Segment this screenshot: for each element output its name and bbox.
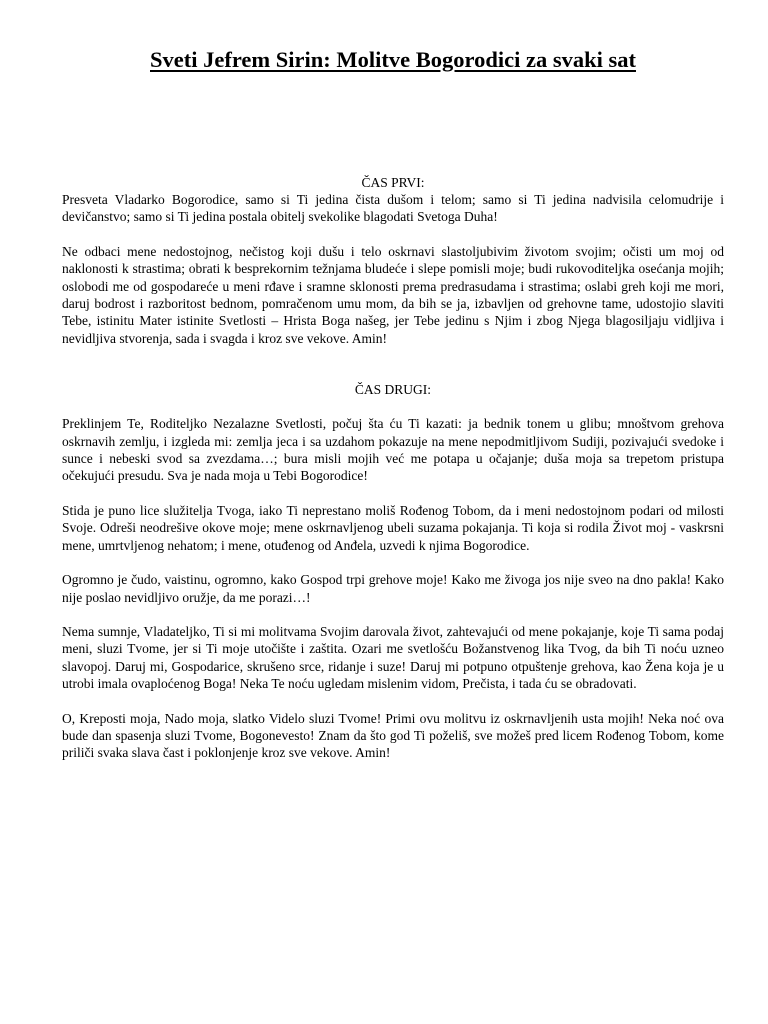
paragraph: Presveta Vladarko Bogorodice, samo si Ti jedina čista dušom i telom; samo si Ti jedina nadvisila celomudrije i devičanstvo; samo si Ti jedina postala obitelj svekolike blagodati Svetoga Duha! bbox=[62, 192, 724, 225]
paragraph-gap bbox=[62, 693, 724, 710]
document-page bbox=[62, 0, 724, 762]
paragraph: O, Kreposti moja, Nado moja, slatko Videlo sluzi Tvome! Primi ovu molitvu iz oskrnavljenih usta mojih! Neka noć ova bude dan spasenja sluzi Tvome, Bogonevesto! Znam da što god Ti poželiš, sve možeš pred licem Rođenog Tobom, kome priliči svaka slava čast i poklonjenje kroz sve vekove. Amin! bbox=[62, 710, 724, 761]
paragraph-gap bbox=[62, 554, 724, 571]
paragraph: Ogromno je čudo, vaistinu, ogromno, kako Gospod trpi grehove moje! Kako me živoga jos nije sveo na dno pakla! Kako nije poslao nevidljivo oružje, da me porazi…! bbox=[62, 572, 724, 605]
section-first-hour bbox=[62, 174, 724, 347]
paragraph-gap bbox=[62, 606, 724, 623]
paragraph: Preklinjem Te, Roditeljko Nezalazne Svetlosti, počuj šta ću Ti kazati: ja bednik tonem u glibu; mnoštvom grehova oskrnavih zemlju, i izgleda mi: zemlja jeca i sa uzdahom pokazuje na mene nepodmitljivom Sudiji, pozivajući svedoke i sunce i nebeski svod sa zvezdama…; bura misli mojih već me potapa u očajanje; duša moja sa trepetom pristupa očekujući presudu. Sva je nada moja u Tebi Bogorodice! bbox=[62, 416, 724, 484]
section-heading: ČAS PRVI: bbox=[361, 175, 425, 190]
section-heading: ČAS DRUGI: bbox=[354, 382, 432, 398]
paragraph: Ne odbaci mene nedostojnog, nečistog koji dušu i telo oskrnavi slastoljubivim životom svojim; očisti um moj od naklonosti k strastima; obrati k besprekornim težnjama bludeće i slepe pomisli moje; budi rukovoditeljka osećanja mojih; oslobodi me od gospodareće u meni rđave i sramne sklonosti prema predrasudama i strastima; oslabi greh koji me mori, daruj bodrost i razboritost bednom, pomračenom umu mom, da bih se ja, izbavljen od grehovne tame, udostojio slaviti Tebe, istinitu Mater istinite Svetlosti – Hrista Boga našeg, jer Tebe jedinu s Njim i zbog Njega blagosiljaju vidljiva i nevidljiva stvorenja, sada i svagda i kroz sve vekove. Amin! bbox=[62, 243, 724, 346]
page-title: Sveti Jefrem Sirin: Molitve Bogorodici za svaki sat bbox=[150, 47, 636, 72]
paragraph-gap bbox=[62, 398, 724, 415]
paragraph: Nema sumnje, Vladateljko, Ti si mi molitvama Svojim darovala život, zahtevajući od mene pokajanje, koje Ti sama podaj meni, sluzi Tvome, jer si Ti moje utočište i zaštita. Ozari me svetlošću Božanstvenog lika Tvog, da bih Ti noću uzneo slavopoj. Daruj mi, Gospodarice, skrušeno srce, ridanje i suze! Daruj mi potpuno otpuštenje grehova, kao Žena koja je u utrobi imala ovaploćenog Boga! Neka Te noću ugledam mislenim vidom, Prečista, i tada ću se obradovati. bbox=[62, 623, 724, 692]
paragraph: Stida je puno lice služitelja Tvoga, iako Ti neprestano moliš Rođenog Tobom, da i meni nedostojnom podari od milosti Svoje. Odreši neodrešive okove moje; mene oskrnavljenog ubeli suzama pokajanja. Ti koja si rodila Život moj - vaskrsni mene, umrtvljenog nehatom; i mene, otuđenog od Anđela, uzvedi k njima Bogorodice. bbox=[62, 502, 724, 553]
paragraph-gap bbox=[62, 226, 724, 243]
paragraph-gap bbox=[62, 485, 724, 502]
section-second-hour bbox=[62, 381, 724, 762]
